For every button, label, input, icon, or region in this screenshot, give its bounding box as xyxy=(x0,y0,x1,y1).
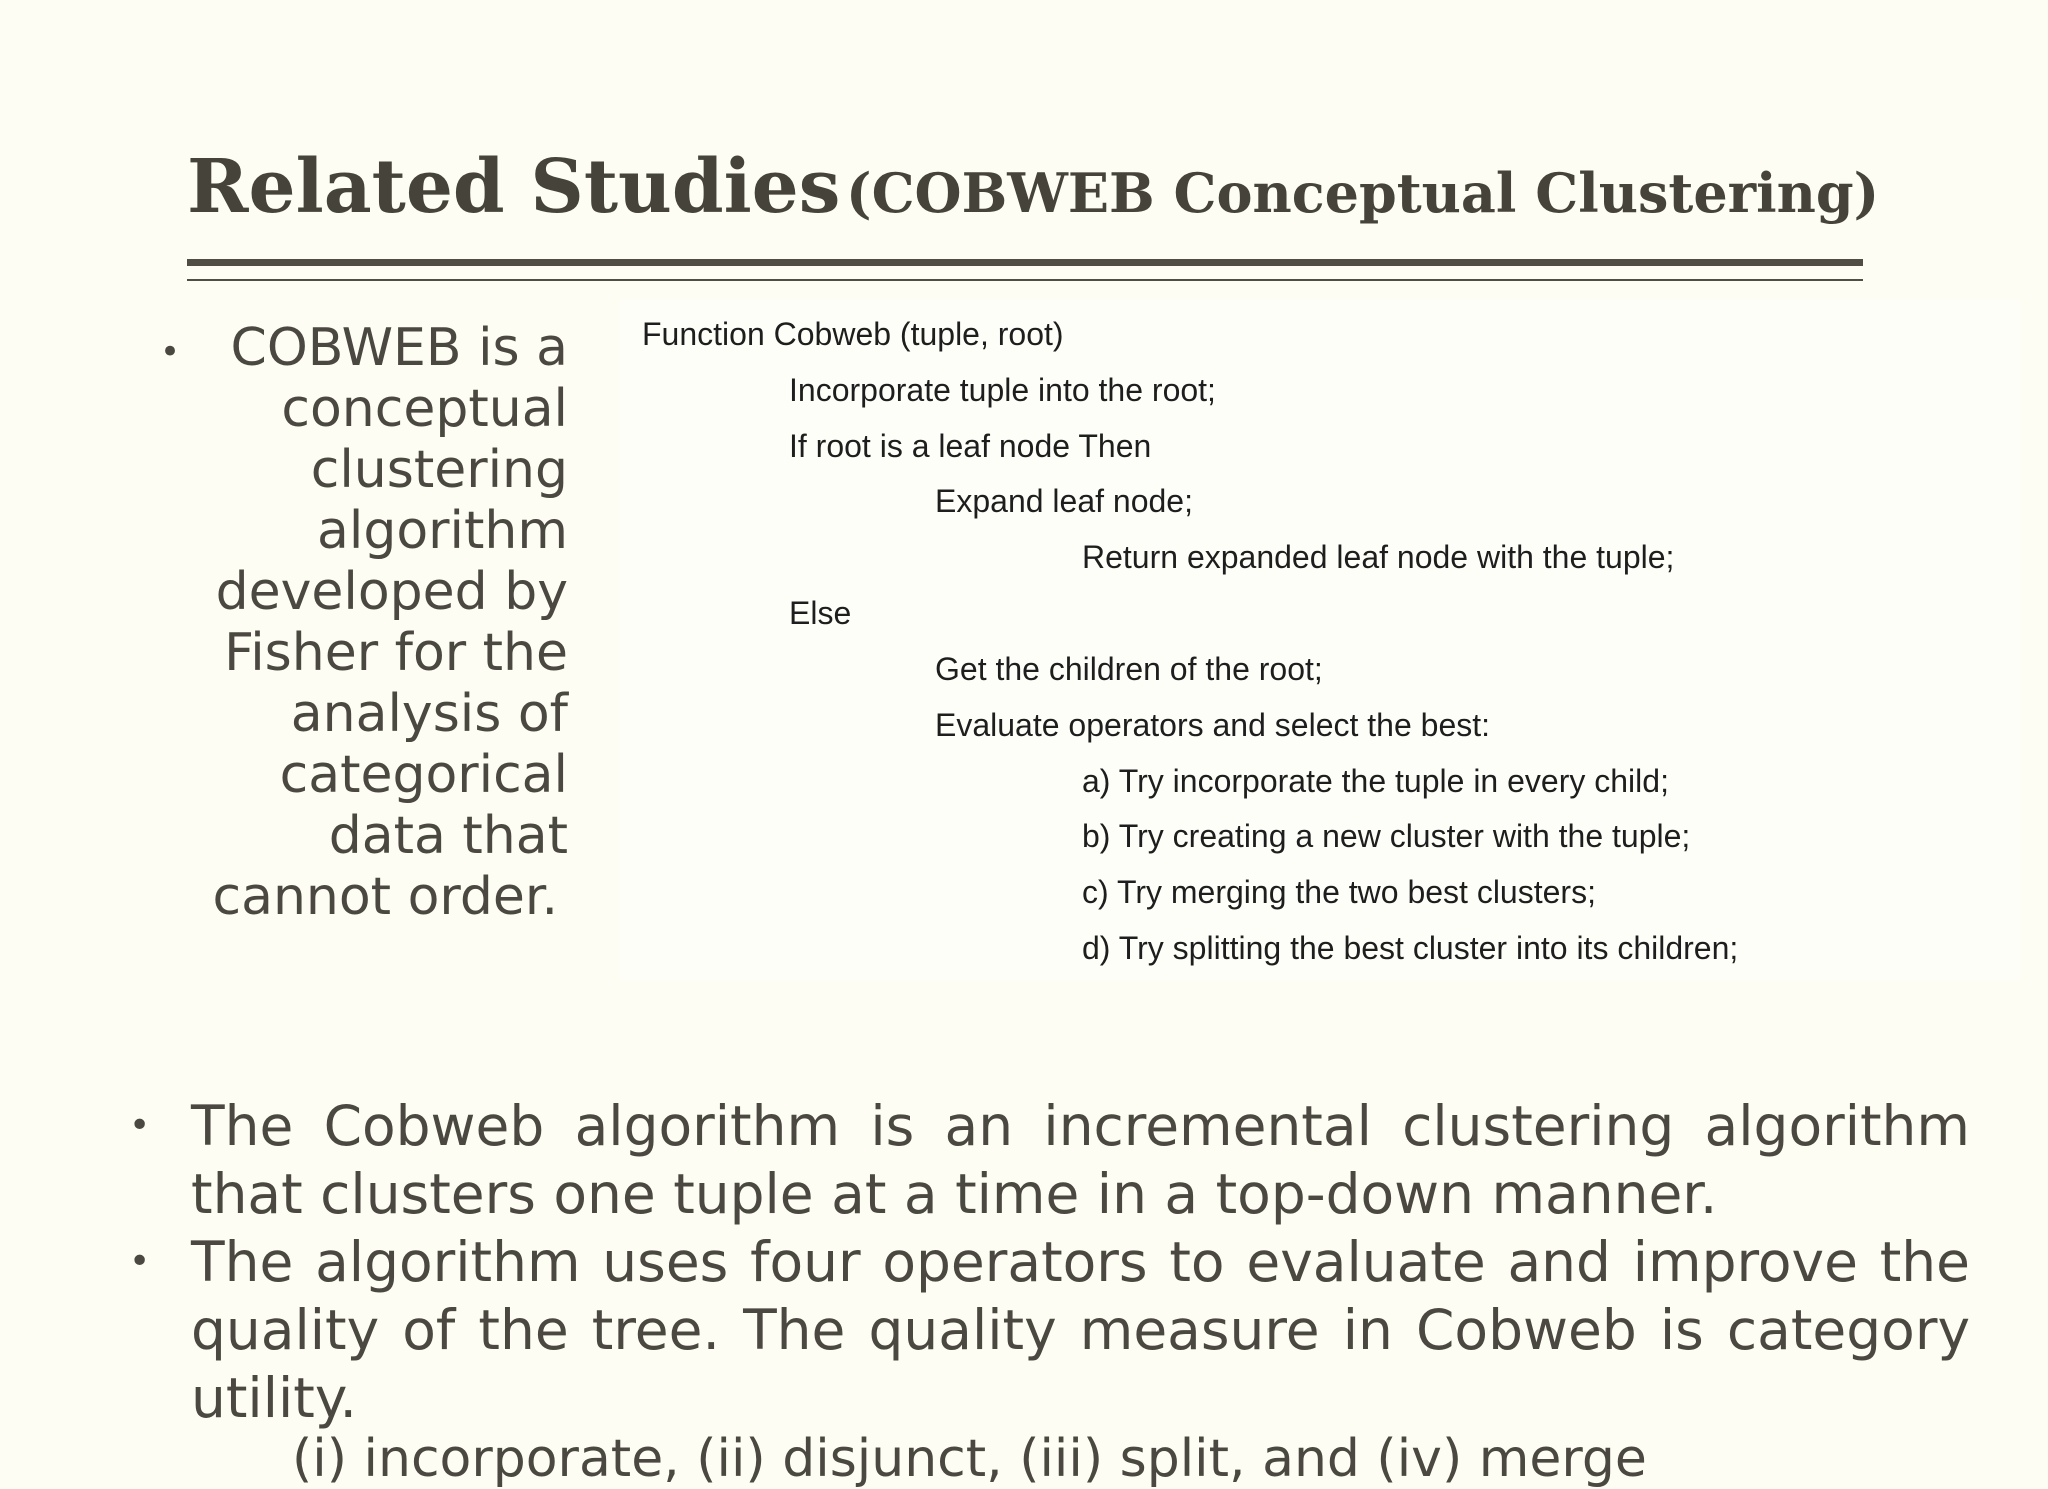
algo-line: b) Try creating a new cluster with the tuple; xyxy=(1082,818,1691,854)
algo-line: c) Try merging the two best clusters; xyxy=(1082,874,1596,910)
operators-line: (i) incorporate, (ii) disjunct, (iii) split, and (iv) merge xyxy=(292,1429,1647,1489)
algo-line: If root is a leaf node Then xyxy=(789,428,1152,464)
left-bullet-line: categorical xyxy=(279,745,568,805)
algo-line: Else xyxy=(789,595,852,631)
title-subtitle: (COBWEB Conceptual Clustering) xyxy=(846,161,1880,225)
bullet-dot: • xyxy=(129,1241,151,1282)
algo-line: Get the children of the root; xyxy=(935,651,1323,687)
left-bullet-line: algorithm xyxy=(317,501,568,561)
left-bullet-text xyxy=(200,318,568,928)
bullet-item xyxy=(120,1092,1970,1228)
bullet-item xyxy=(120,1228,1970,1432)
title-rule-thick xyxy=(187,259,1863,266)
bullet-text: The Cobweb algorithm is an incremental clustering algorithm that clusters one tuple at a time in a top-down manner. xyxy=(191,1094,1970,1226)
left-bullet-line: developed by xyxy=(215,562,568,622)
left-bullet-line: Fisher for the xyxy=(224,623,568,683)
title-rule-thin xyxy=(187,279,1863,281)
algo-line: Evaluate operators and select the best: xyxy=(935,707,1491,743)
bullet-dot: • xyxy=(160,332,181,372)
algo-line: Incorporate tuple into the root; xyxy=(789,372,1216,408)
left-bullet-line: COBWEB is a xyxy=(230,318,568,378)
algo-line: d) Try splitting the best cluster into its children; xyxy=(1082,930,1739,966)
left-bullet-line: data that xyxy=(328,806,568,866)
slide-title xyxy=(187,144,1880,230)
algo-line: Return expanded leaf node with the tuple; xyxy=(1082,539,1675,575)
left-bullet-line: clustering xyxy=(310,440,568,500)
bullet-list xyxy=(120,1092,1970,1432)
title-main: Related Studies xyxy=(187,144,841,230)
left-bullet-line: conceptual xyxy=(281,379,568,439)
algo-line: Expand leaf node; xyxy=(935,483,1193,519)
algo-line: Function Cobweb (tuple, root) xyxy=(642,316,1064,352)
left-bullet-line: cannot order. xyxy=(212,867,558,927)
bullet-dot: • xyxy=(129,1105,151,1146)
left-bullet-line: analysis of xyxy=(290,684,568,744)
bullet-text: The algorithm uses four operators to evaluate and improve the quality of the tree. The quality measure in Cobweb is category utility. xyxy=(191,1230,1970,1430)
algo-line: a) Try incorporate the tuple in every child; xyxy=(1082,763,1669,799)
